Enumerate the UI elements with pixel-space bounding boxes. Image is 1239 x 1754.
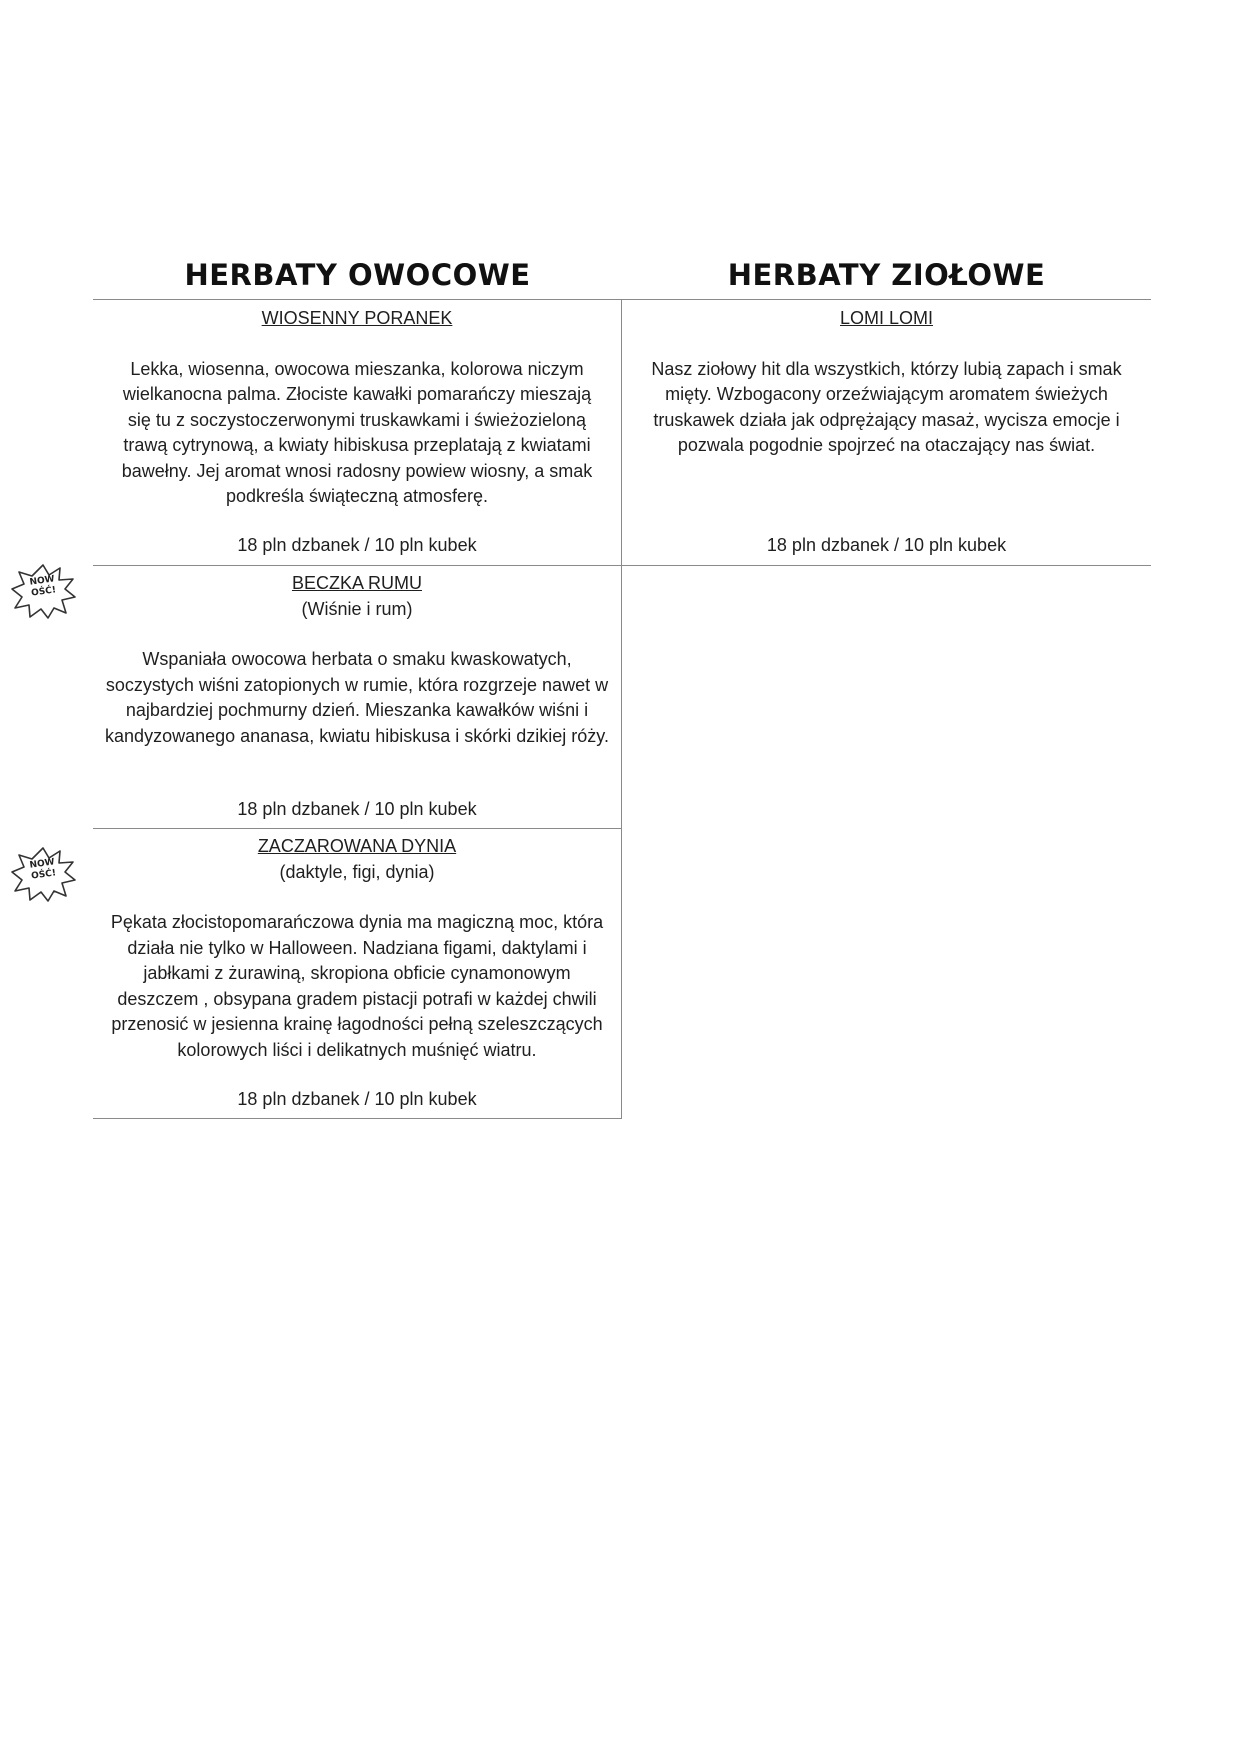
tea-subtitle: (daktyle, figi, dynia) bbox=[279, 861, 435, 882]
tea-description: Wspaniała owocowa herbata o smaku kwaskowatych, soczystych wiśni zatopionych w rumie, która rozgrzeje nawet w najbardziej pochmurny dzień. Mieszanka kawałków wiśni i kandyzowanego ananasa, kwiatu hibiskusa i skórki dzikiej róży. bbox=[105, 649, 609, 746]
tea-item bbox=[93, 571, 621, 828]
header-divider bbox=[93, 299, 1151, 300]
row-divider-1 bbox=[93, 565, 1151, 566]
tea-price: 18 pln dzbanek / 10 pln kubek bbox=[766, 535, 1007, 555]
tea-name: ZACZAROWANA DYNIA bbox=[257, 836, 457, 856]
tea-name: LOMI LOMI bbox=[839, 308, 933, 328]
tea-price: 18 pln dzbanek / 10 pln kubek bbox=[237, 799, 477, 819]
badge-text: NOW OŚĆ! bbox=[29, 857, 57, 882]
tea-item bbox=[93, 834, 621, 1118]
tea-item bbox=[622, 306, 1151, 565]
tea-description: Pękata złocistopomarańczowa dynia ma magiczną moc, która działa nie tylko w Halloween. Nadziana figami, daktylami i jabłkami z żurawiną, skropiona obficie cynamonowym deszczem , obsypana gradem pistacji potrafi w każdej chwili przenosić w jesienna krainę łagodności pełną szeleszczących kolorowych liści i delikatnych muśnięć wiatru. bbox=[110, 912, 604, 1060]
column-headers bbox=[93, 250, 1151, 300]
tea-item bbox=[93, 306, 621, 565]
row-divider-3 bbox=[93, 1118, 621, 1119]
tea-name: WIOSENNY PORANEK bbox=[261, 308, 453, 328]
tea-menu bbox=[93, 250, 1151, 300]
new-badge bbox=[10, 846, 76, 902]
herbal-teas-heading: HERBATY ZIOŁOWE bbox=[727, 258, 1046, 292]
tea-description: Nasz ziołowy hit dla wszystkich, którzy lubią zapach i smak mięty. Wzbogacony orzeźwiającym aromatem świeżych truskawek działa jak odprężający masaż, wycisza emocje i pozwala pogodnie spojrzeć na otaczający nas świat. bbox=[651, 358, 1122, 455]
tea-price: 18 pln dzbanek / 10 pln kubek bbox=[237, 535, 477, 555]
tea-description: Lekka, wiosenna, owocowa mieszanka, kolorowa niczym wielkanocna palma. Złociste kawałki pomarańczy mieszają się tu z soczystoczerwonymi truskawkami i świeżozieloną trawą cytrynową, a kwiaty hibiskusa przeplatają z kwiatami bawełny. Jej aromat wnosi radosny powiew wiosny, a smak podkreśla świąteczną atmosferę. bbox=[121, 358, 593, 506]
tea-subtitle: (Wiśnie i rum) bbox=[301, 598, 413, 619]
fruit-teas-heading: HERBATY OWOCOWE bbox=[184, 258, 531, 292]
new-badge bbox=[10, 563, 76, 619]
tea-price: 18 pln dzbanek / 10 pln kubek bbox=[237, 1089, 477, 1109]
badge-text: NOW OŚĆ! bbox=[29, 574, 57, 599]
tea-name: BECZKA RUMU bbox=[291, 573, 423, 593]
row-divider-2 bbox=[93, 828, 621, 829]
